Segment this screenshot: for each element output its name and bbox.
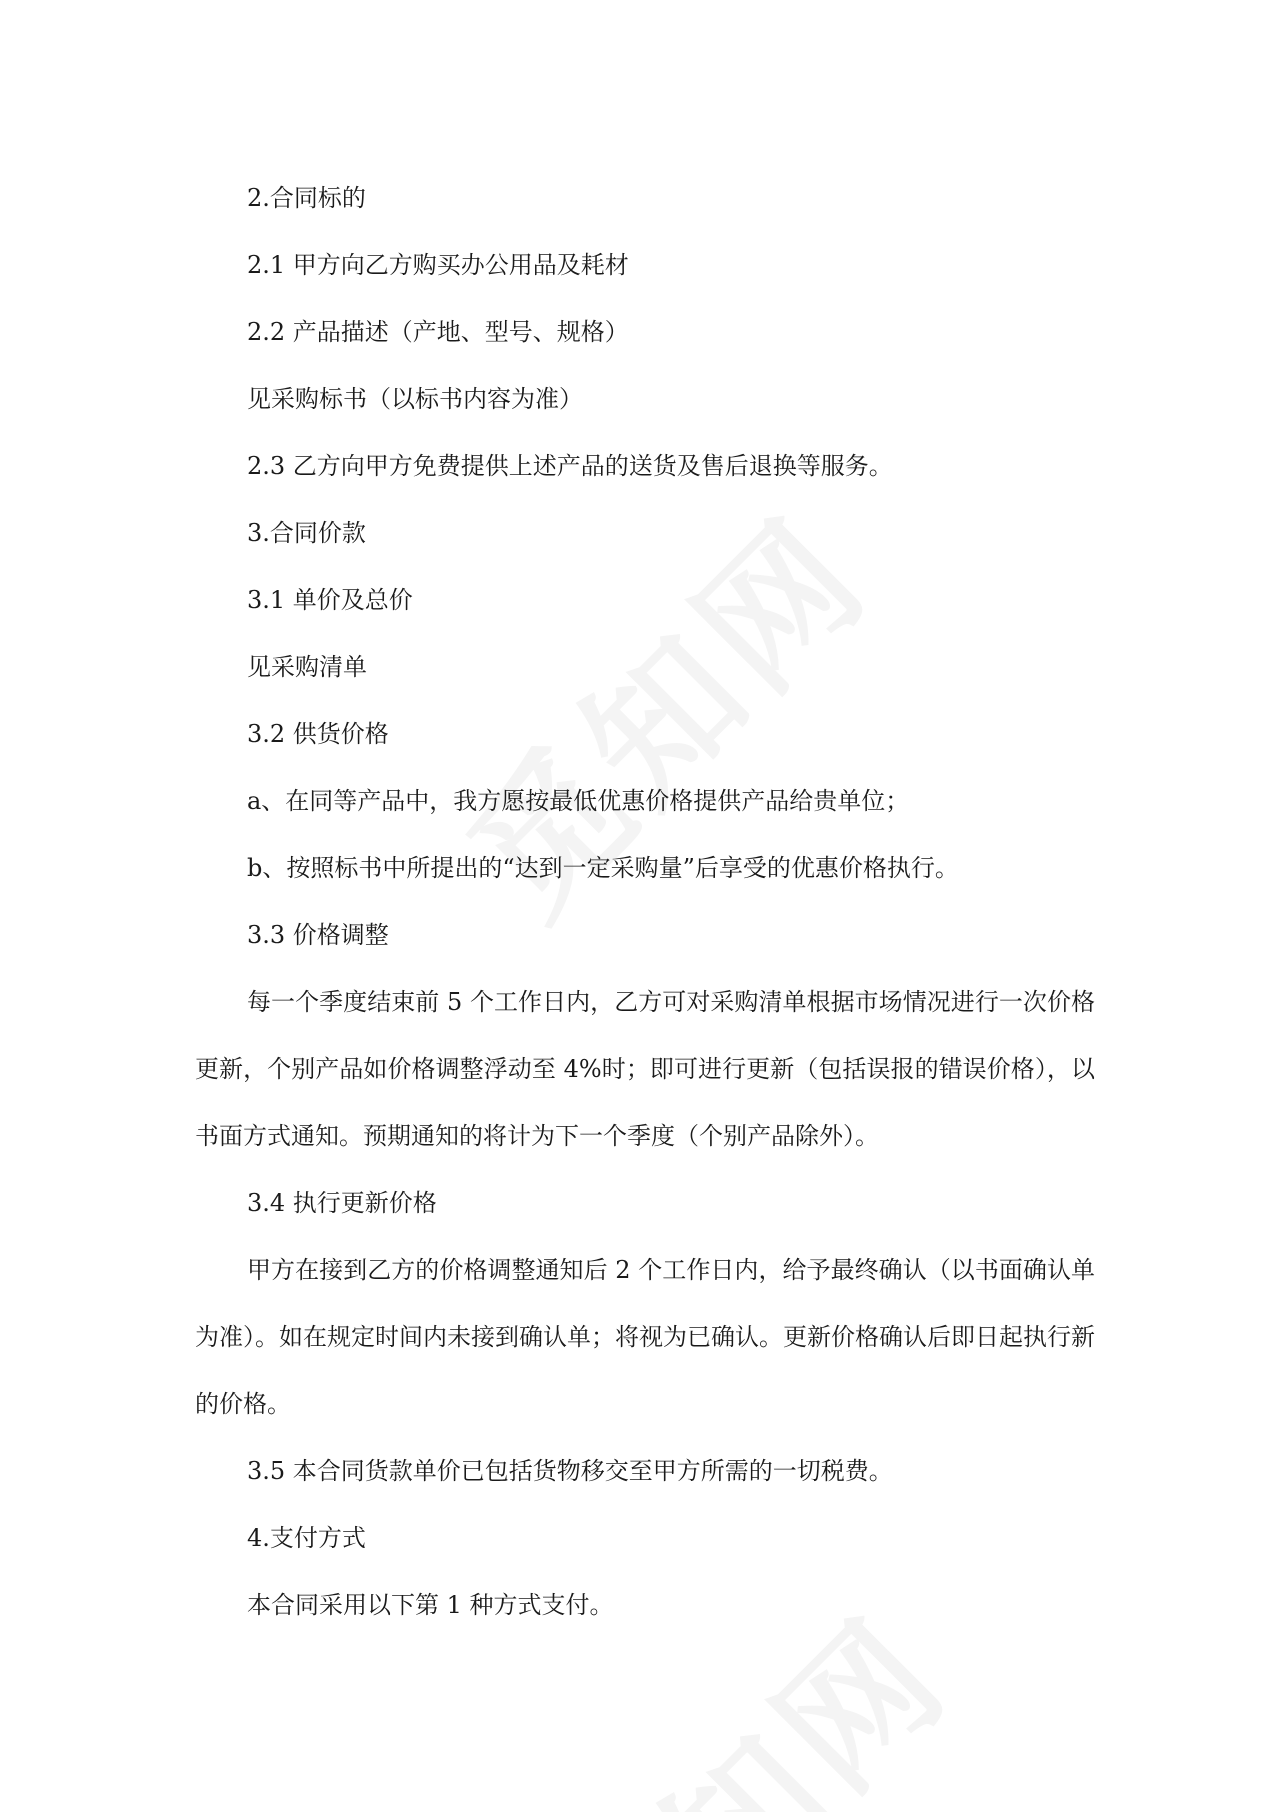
clause-2-3: 2.3 乙方向甲方免费提供上述产品的送货及售后退换等服务。 xyxy=(247,452,893,480)
document-body xyxy=(195,165,1095,1639)
clause-3-2-a: a、在同等产品中，我方愿按最低优惠价格提供产品给贵单位； xyxy=(247,787,910,815)
clause-3-5: 3.5 本合同货款单价已包括货物移交至甲方所需的一切税费。 xyxy=(247,1457,893,1485)
clause-3-1: 3.1 单价及总价 xyxy=(247,586,413,614)
clause-2-1: 2.1 甲方向乙方购买办公用品及耗材 xyxy=(247,251,629,279)
clause-3-1-detail: 见采购清单 xyxy=(247,653,367,681)
section-heading-4: 4.支付方式 xyxy=(247,1524,366,1552)
clause-4-detail: 本合同采用以下第 1 种方式支付。 xyxy=(247,1591,614,1619)
clause-3-2: 3.2 供货价格 xyxy=(247,720,389,748)
clause-3-2-b: b、按照标书中所提出的“达到一定采购量”后享受的优惠价格执行。 xyxy=(247,854,959,882)
clause-3-3: 3.3 价格调整 xyxy=(247,921,389,949)
paragraph-3-3: 每一个季度结束前 5 个工作日内，乙方可对采购清单根据市场情况进行一次价格更新，个别产品如价格调整浮动至 4%时；即可进行更新（包括误报的错误价格），以书面方式通知。预期通知的将计为下一个季度（个别产品除外）。 xyxy=(195,988,1095,1150)
paragraph-3-4: 甲方在接到乙方的价格调整通知后 2 个工作日内，给予最终确认（以书面确认单为准）。如在规定时间内未接到确认单；将视为已确认。更新价格确认后即日起执行新的价格。 xyxy=(195,1256,1095,1418)
section-heading-2: 2.合同标的 xyxy=(247,184,366,212)
clause-2-2-detail: 见采购标书（以标书内容为准） xyxy=(247,385,583,413)
clause-3-4: 3.4 执行更新价格 xyxy=(247,1189,437,1217)
clause-2-2: 2.2 产品描述（产地、型号、规格） xyxy=(247,318,629,346)
section-heading-3: 3.合同价款 xyxy=(247,519,366,547)
